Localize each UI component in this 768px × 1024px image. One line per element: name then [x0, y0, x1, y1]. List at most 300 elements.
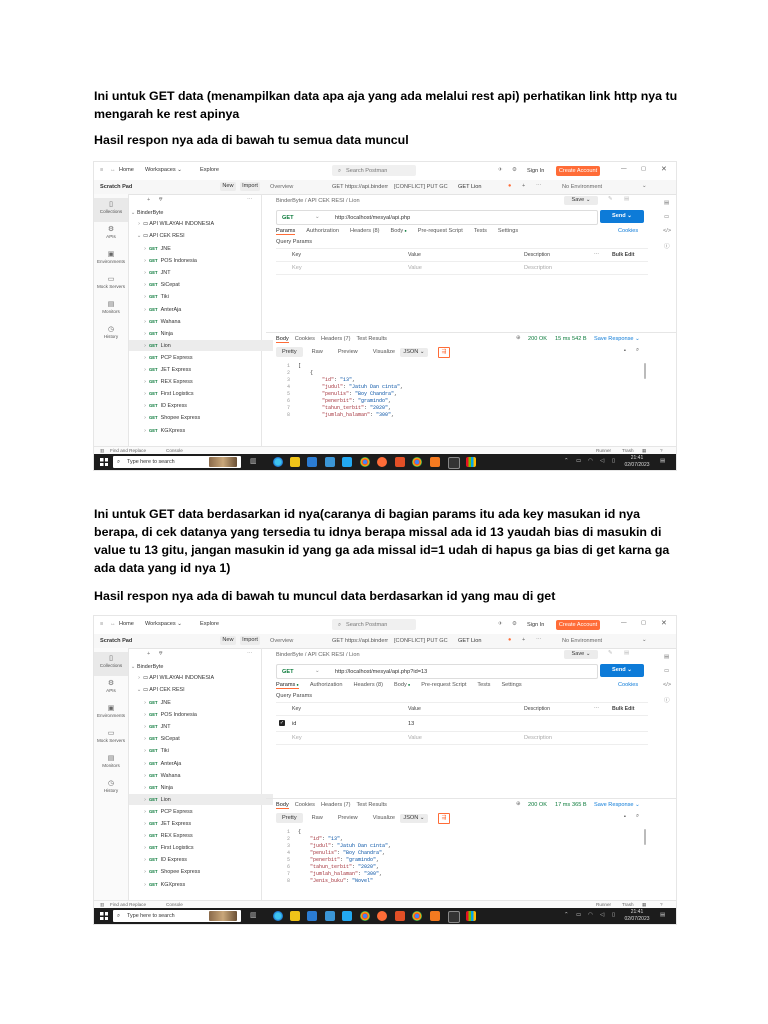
tree-request-pcp-express[interactable] — [129, 352, 273, 363]
param-checkbox[interactable]: ✓ — [279, 720, 285, 726]
more-tabs-icon[interactable]: ⋯ — [536, 183, 542, 189]
tree-request-shopee-express[interactable] — [129, 412, 273, 423]
request-panel — [266, 194, 676, 446]
create-account-button[interactable] — [556, 620, 600, 630]
sidebar-item-mock-servers[interactable] — [94, 727, 128, 751]
nav-workspaces[interactable] — [145, 621, 182, 627]
app-orange-icon[interactable] — [430, 911, 440, 921]
sidebar-item-label: Environments — [96, 713, 126, 718]
url-input[interactable]: http://localhost/mesyal/api.php?id=13 — [335, 668, 428, 675]
method-badge: GET — [149, 330, 158, 336]
comment-icon[interactable]: ▤ — [624, 650, 630, 656]
menu-icon[interactable]: ≡ — [100, 167, 104, 173]
sidebar-item-apis[interactable] — [94, 677, 128, 701]
tree-request-pos-indonesia[interactable] — [129, 709, 273, 720]
nav-explore[interactable]: Explore — [200, 621, 219, 627]
minimize-icon[interactable]: — — [621, 166, 627, 172]
tree-request-first-logistics[interactable] — [129, 842, 273, 853]
tab-authorization[interactable]: Authorization — [309, 682, 343, 688]
code-line: 4 "judul": "Jatuh Dan cinta", — [278, 384, 403, 391]
nav-workspaces-label: Workspaces — [145, 167, 176, 173]
layout-icon[interactable]: ▥ — [100, 448, 105, 453]
tab-conflict[interactable]: [CONFLICT] PUT GC — [394, 638, 448, 644]
folder-cek-resi-label: API CEK RESI — [149, 687, 185, 693]
chevron-right-icon: › — [144, 821, 146, 827]
satellite-icon[interactable]: ✈ — [498, 621, 503, 627]
response-tab-headers[interactable]: Headers (7) — [320, 802, 351, 808]
edit-icon[interactable]: ✎ — [608, 196, 613, 202]
param-description-input[interactable]: Description — [524, 265, 552, 271]
tab-settings[interactable]: Settings — [501, 682, 522, 688]
gear-icon[interactable]: ⚙ — [512, 621, 518, 627]
trash-button[interactable]: Trash — [622, 902, 634, 907]
bulk-edit-button[interactable]: Bulk Edit — [612, 706, 635, 712]
tab-body[interactable]: Body ● — [390, 228, 407, 234]
tree-request-jnt[interactable] — [129, 267, 273, 278]
code-icon[interactable]: </> — [663, 682, 672, 688]
col-description: Description — [524, 252, 550, 258]
sidebar-rail — [94, 194, 129, 446]
docs-icon[interactable]: ▤ — [664, 200, 670, 206]
chevron-down-icon: ⌄ — [130, 210, 136, 216]
xampp-icon[interactable] — [395, 911, 405, 921]
tree-request-lion[interactable] — [129, 794, 273, 805]
response-tab-body[interactable]: Body — [276, 336, 289, 342]
tree-request-sicepat[interactable] — [129, 279, 273, 290]
mail-icon[interactable] — [307, 457, 317, 467]
response-body[interactable] — [278, 829, 391, 885]
response-time: 17 ms — [555, 802, 571, 808]
tab-get-lion[interactable]: GET Lion — [458, 638, 482, 644]
wrap-lines-icon[interactable]: ⇶ — [438, 347, 450, 358]
tab-conflict[interactable]: [CONFLICT] PUT GC — [394, 184, 448, 190]
chrome-icon[interactable] — [360, 457, 370, 467]
notifications-icon[interactable]: ▤ — [660, 458, 666, 464]
nav-home[interactable]: Home — [119, 167, 134, 173]
tree-request-anteraja[interactable] — [129, 758, 273, 769]
chevron-right-icon: › — [138, 221, 140, 227]
more-options-icon[interactable]: ⋯ — [594, 251, 600, 257]
tab-headers[interactable]: Headers (8) — [353, 682, 384, 688]
request-label: Lion — [160, 342, 171, 349]
create-account-button[interactable] — [556, 166, 600, 176]
code-line: 3 "id": "13", — [278, 377, 403, 384]
param-value-input[interactable]: Value — [408, 265, 422, 271]
tree-request-jne[interactable] — [129, 697, 273, 708]
add-tab-icon[interactable]: + — [522, 183, 526, 189]
chrome-icon[interactable] — [360, 911, 370, 921]
view-pretty[interactable]: Pretty — [276, 813, 303, 823]
save-response-button[interactable] — [594, 336, 640, 342]
tree-request-jnt[interactable] — [129, 721, 273, 732]
edge-icon[interactable] — [273, 457, 283, 467]
tab-body[interactable]: Body ● — [394, 682, 411, 688]
tab-authorization[interactable]: Authorization — [306, 228, 339, 234]
request-label: SiCepat — [160, 736, 180, 743]
view-raw[interactable]: Raw — [311, 349, 323, 355]
tree-request-ninja[interactable] — [129, 782, 273, 793]
windows-start-icon[interactable] — [100, 912, 108, 920]
sidebar-item-environments[interactable] — [94, 248, 128, 272]
param-key[interactable]: id — [292, 721, 297, 727]
console-button[interactable]: Console — [166, 902, 183, 907]
save-response-button[interactable] — [594, 802, 640, 808]
request-label: REX Express — [160, 379, 193, 386]
minimize-icon[interactable]: — — [621, 620, 627, 626]
close-icon[interactable]: ✕ — [661, 620, 667, 627]
add-collection-icon[interactable]: + — [147, 651, 151, 657]
maximize-icon[interactable]: ▢ — [641, 620, 647, 626]
search-icon[interactable]: ⌕ — [636, 347, 640, 353]
tray-chevron-icon[interactable]: ⌃ — [564, 458, 569, 464]
tree-folder-cek-resi[interactable] — [129, 685, 267, 696]
gear-icon[interactable]: ⚙ — [512, 167, 518, 173]
arrow-icon[interactable]: ↔ — [110, 621, 116, 627]
save-button[interactable] — [564, 196, 598, 205]
vscode-icon[interactable] — [342, 911, 352, 921]
tab-get-lion[interactable]: GET Lion — [458, 184, 482, 190]
sidebar-item-apis[interactable] — [94, 223, 128, 247]
runner-button[interactable]: Runner — [596, 448, 612, 453]
cookies-link[interactable]: Cookies — [618, 682, 639, 688]
file-explorer-icon[interactable] — [290, 457, 300, 467]
taskbar-search[interactable] — [113, 910, 241, 922]
request-label: POS Indonesia — [160, 712, 197, 719]
filter-icon[interactable]: ⩢ — [159, 197, 163, 203]
help-icon[interactable]: ? — [660, 902, 663, 907]
chevron-down-icon: ⌄ — [627, 667, 632, 673]
network-icon[interactable]: ▭ — [576, 912, 582, 918]
sidebar-item-collections[interactable] — [94, 198, 128, 222]
method-badge: GET — [149, 857, 158, 863]
view-visualize[interactable]: Visualize — [372, 349, 396, 355]
add-tab-icon[interactable]: + — [522, 637, 526, 643]
sidebar-item-mock-servers[interactable] — [94, 273, 128, 297]
response-body[interactable] — [278, 363, 403, 419]
tab-tests[interactable]: Tests — [473, 228, 487, 234]
copy-icon[interactable]: ▪ — [624, 814, 626, 820]
method-select[interactable]: GET — [282, 668, 294, 675]
info-icon[interactable]: ⓘ — [664, 244, 670, 250]
chevron-right-icon: › — [144, 712, 146, 719]
comment-icon[interactable]: ▤ — [624, 196, 630, 202]
comments-icon[interactable]: ▭ — [664, 214, 670, 220]
code-icon[interactable]: </> — [663, 228, 672, 234]
terminal-icon[interactable] — [448, 457, 460, 469]
edge-icon[interactable] — [273, 911, 283, 921]
more-options-icon[interactable]: ⋯ — [247, 651, 253, 657]
more-tabs-icon[interactable]: ⋯ — [536, 637, 542, 643]
import-button[interactable] — [240, 182, 260, 191]
cookies-link[interactable]: Cookies — [618, 228, 639, 234]
trash-button[interactable]: Trash — [622, 448, 634, 453]
chevron-right-icon: › — [144, 869, 146, 876]
tab-params[interactable]: Params ● — [276, 682, 299, 688]
tree-request-kgxpress[interactable] — [129, 879, 273, 890]
postman-icon[interactable] — [377, 457, 387, 467]
chevron-down-icon: ⌄ — [585, 651, 591, 657]
tree-request-lion[interactable] — [129, 340, 273, 351]
response-tabs — [276, 802, 393, 808]
tab-pre-request-script[interactable]: Pre-request Script — [421, 682, 467, 688]
scrollbar[interactable] — [644, 829, 646, 845]
method-badge: GET — [149, 403, 158, 409]
help-icon[interactable]: ? — [660, 448, 663, 453]
method-select[interactable]: GET — [282, 214, 294, 221]
method-badge: GET — [149, 808, 158, 814]
tree-request-pcp-express[interactable] — [129, 806, 273, 817]
monitors-icon: ▤ — [107, 755, 115, 762]
folder-icon: ▭ — [143, 221, 149, 227]
code-line: 5 "penerbit": "gramindo", — [278, 857, 391, 864]
store-icon[interactable] — [325, 457, 335, 467]
chevron-right-icon: › — [144, 724, 146, 731]
wifi-icon[interactable]: ◠ — [588, 458, 593, 464]
param-key-input[interactable]: Key — [292, 735, 302, 741]
json-key: "tahun_terbit" — [310, 864, 353, 870]
request-label: ID Express — [160, 857, 187, 864]
satellite-icon[interactable]: ✈ — [498, 167, 503, 173]
tab-overview[interactable]: Overview — [270, 184, 294, 190]
sidebar-item-monitors[interactable] — [94, 752, 128, 776]
line-number: 3 — [286, 377, 290, 383]
save-button[interactable] — [564, 650, 598, 659]
sign-in-button[interactable] — [527, 620, 551, 630]
menu-icon[interactable]: ≡ — [100, 621, 104, 627]
tab-headers[interactable]: Headers (8) — [349, 228, 380, 234]
tree-folder-wilayah[interactable] — [129, 673, 267, 684]
info-icon[interactable]: ⓘ — [664, 698, 670, 704]
url-input[interactable]: http://localhost/mesyal/api.php — [335, 214, 411, 221]
response-tab-test-results[interactable]: Test Results — [356, 336, 387, 342]
network-icon[interactable]: ▭ — [576, 458, 582, 464]
postman-icon[interactable] — [377, 911, 387, 921]
view-pretty[interactable]: Pretty — [276, 347, 303, 357]
response-tab-cookies[interactable]: Cookies — [294, 802, 315, 808]
view-preview[interactable]: Preview — [337, 815, 358, 821]
format-select[interactable] — [400, 814, 428, 823]
nav-workspaces[interactable] — [145, 167, 182, 173]
json-key: "judul" — [322, 384, 344, 390]
tree-request-id-express[interactable] — [129, 854, 273, 865]
tree-request-shopee-express[interactable] — [129, 866, 273, 877]
tab-tests[interactable]: Tests — [477, 682, 491, 688]
param-description-input[interactable]: Description — [524, 735, 552, 741]
send-button[interactable] — [600, 664, 644, 677]
search-icon[interactable]: ⌕ — [636, 813, 640, 819]
tree-request-ninja[interactable] — [129, 328, 273, 339]
tray-chevron-icon[interactable]: ⌃ — [564, 912, 569, 918]
search-box[interactable] — [332, 619, 416, 630]
request-label: SiCepat — [160, 282, 180, 289]
environment-select[interactable]: No Environment — [562, 184, 603, 190]
tree-request-first-logistics[interactable] — [129, 388, 273, 399]
tree-request-tiki[interactable] — [129, 745, 273, 756]
layout-toggle-icon[interactable]: ▦ — [642, 448, 647, 453]
request-label: First Logistics — [160, 845, 194, 852]
sidebar-item-environments[interactable] — [94, 702, 128, 726]
file-explorer-icon[interactable] — [290, 911, 300, 921]
tree-request-wahana[interactable] — [129, 316, 273, 327]
workspace-bar — [94, 180, 676, 195]
tab-get-api[interactable]: GET https://api.binderr — [332, 638, 389, 644]
wifi-icon[interactable]: ◠ — [588, 912, 593, 918]
find-replace-button[interactable]: Find and Replace — [110, 902, 147, 907]
param-value[interactable]: 13 — [408, 721, 415, 727]
sign-in-button[interactable] — [527, 166, 551, 176]
line-number: 5 — [286, 391, 290, 397]
view-tabs — [276, 347, 404, 357]
request-label: Shopee Express — [160, 415, 201, 422]
sidebar-item-history[interactable] — [94, 323, 128, 347]
tab-pre-request-script[interactable]: Pre-request Script — [417, 228, 463, 234]
response-tab-body[interactable]: Body — [276, 802, 289, 808]
add-collection-icon[interactable]: + — [147, 197, 151, 203]
chevron-right-icon: › — [144, 427, 146, 434]
new-button[interactable] — [220, 182, 236, 191]
task-view-icon[interactable]: ▥ — [250, 912, 257, 919]
new-button[interactable] — [220, 636, 236, 645]
chevron-down-icon: ⌄ — [177, 167, 182, 173]
tree-request-jne[interactable] — [129, 243, 273, 254]
battery-icon[interactable]: ▯ — [612, 912, 616, 918]
app-color-icon[interactable] — [466, 911, 476, 921]
xampp-icon[interactable] — [395, 457, 405, 467]
tab-params[interactable]: Params — [276, 228, 296, 234]
nav-home[interactable]: Home — [119, 621, 134, 627]
tree-request-tiki[interactable] — [129, 291, 273, 302]
import-button[interactable] — [240, 636, 260, 645]
tab-overview[interactable]: Overview — [270, 638, 294, 644]
sidebar-item-monitors[interactable] — [94, 298, 128, 322]
sidebar-item-collections[interactable] — [94, 652, 128, 676]
chevron-right-icon: › — [144, 736, 146, 743]
tree-request-jet-express[interactable] — [129, 818, 273, 829]
tab-settings[interactable]: Settings — [497, 228, 519, 234]
params-row — [276, 716, 648, 732]
layout-icon[interactable]: ▥ — [100, 902, 105, 907]
volume-icon[interactable]: ◁ — [600, 912, 605, 918]
environment-select[interactable]: No Environment — [562, 638, 603, 644]
sidebar-item-label: History — [103, 788, 119, 793]
docs-icon[interactable]: ▤ — [664, 654, 670, 660]
request-label: Wahana — [160, 772, 181, 779]
windows-start-icon[interactable] — [100, 458, 108, 466]
vscode-icon[interactable] — [342, 457, 352, 467]
view-preview[interactable]: Preview — [337, 349, 358, 355]
volume-icon[interactable]: ◁ — [600, 458, 605, 464]
find-replace-button[interactable]: Find and Replace — [110, 448, 147, 453]
comments-icon[interactable]: ▭ — [664, 668, 670, 674]
send-button[interactable] — [600, 210, 644, 223]
chevron-down-icon: ⌄ — [642, 637, 647, 643]
chevron-right-icon: › — [144, 808, 146, 815]
close-icon[interactable]: ✕ — [661, 166, 667, 173]
notifications-icon[interactable]: ▤ — [660, 912, 666, 918]
format-select[interactable] — [400, 348, 428, 357]
store-icon[interactable] — [325, 911, 335, 921]
response-tab-headers[interactable]: Headers (7) — [320, 336, 351, 342]
param-key-input[interactable]: Key — [292, 265, 302, 271]
copy-icon[interactable]: ▪ — [624, 348, 626, 354]
more-options-icon[interactable]: ⋯ — [594, 705, 600, 711]
code-line: 8 "Jenis_buku": "Novel" — [278, 878, 391, 885]
tree-request-id-express[interactable] — [129, 400, 273, 411]
sidebar-item-history[interactable] — [94, 777, 128, 801]
tree-request-anteraja[interactable] — [129, 304, 273, 315]
method-badge: GET — [149, 282, 158, 288]
response-tab-test-results[interactable]: Test Results — [356, 802, 387, 808]
wrap-lines-icon[interactable]: ⇶ — [438, 813, 450, 824]
clock[interactable] — [622, 455, 652, 468]
line-number: 2 — [286, 836, 290, 842]
tree-request-sicepat[interactable] — [129, 733, 273, 744]
tree-request-pos-indonesia[interactable] — [129, 255, 273, 266]
app-orange-icon[interactable] — [430, 457, 440, 467]
mail-icon[interactable] — [307, 911, 317, 921]
json-punct: [ — [298, 363, 302, 369]
tab-get-api[interactable]: GET https://api.binderr — [332, 184, 389, 190]
tree-request-rex-express[interactable] — [129, 830, 273, 841]
tree-request-jet-express[interactable] — [129, 364, 273, 375]
maximize-icon[interactable]: ▢ — [641, 166, 647, 172]
battery-icon[interactable]: ▯ — [612, 458, 616, 464]
chevron-down-icon: ⌄ — [130, 664, 136, 670]
search-placeholder: Search Postman — [346, 167, 388, 174]
view-raw[interactable]: Raw — [311, 815, 323, 821]
nav-explore[interactable]: Explore — [200, 167, 219, 173]
method-badge: GET — [149, 712, 158, 718]
chevron-right-icon: › — [144, 282, 146, 289]
more-options-icon[interactable]: ⋯ — [247, 197, 253, 203]
edit-icon[interactable]: ✎ — [608, 650, 613, 656]
console-button[interactable]: Console — [166, 448, 183, 453]
chevron-right-icon: › — [144, 391, 146, 398]
search-box[interactable] — [332, 165, 416, 176]
app-color-icon[interactable] — [466, 457, 476, 467]
tree-request-kgxpress[interactable] — [129, 425, 273, 436]
task-view-icon[interactable]: ▥ — [250, 458, 257, 465]
params-header-row — [276, 248, 648, 262]
layout-toggle-icon[interactable]: ▦ — [642, 902, 647, 907]
response-tab-cookies[interactable]: Cookies — [294, 336, 315, 342]
tree-request-wahana[interactable] — [129, 770, 273, 781]
filter-icon[interactable]: ⩢ — [159, 651, 163, 657]
create-account-label: Create Account — [558, 168, 598, 174]
runner-button[interactable]: Runner — [596, 902, 612, 907]
view-visualize[interactable]: Visualize — [372, 815, 396, 821]
json-key: "penulis" — [310, 850, 338, 856]
terminal-icon[interactable] — [448, 911, 460, 923]
status-code: 200 OK — [528, 802, 547, 808]
chevron-right-icon: › — [144, 246, 146, 252]
tree-root[interactable] — [129, 208, 261, 219]
taskbar-search[interactable] — [113, 456, 241, 468]
chrome-2-icon[interactable] — [412, 457, 422, 467]
arrow-icon[interactable]: ↔ — [110, 167, 116, 173]
sidebar-rail — [94, 648, 129, 900]
bulk-edit-button[interactable]: Bulk Edit — [612, 252, 635, 258]
tree-request-rex-express[interactable] — [129, 376, 273, 387]
tree-folder-wilayah[interactable] — [129, 219, 267, 230]
param-value-input[interactable]: Value — [408, 735, 422, 741]
chrome-2-icon[interactable] — [412, 911, 422, 921]
clock[interactable] — [622, 909, 652, 922]
line-number: 7 — [286, 405, 290, 411]
tree-folder-cek-resi[interactable] — [129, 231, 267, 242]
tree-root[interactable] — [129, 662, 261, 673]
scrollbar[interactable] — [644, 363, 646, 379]
